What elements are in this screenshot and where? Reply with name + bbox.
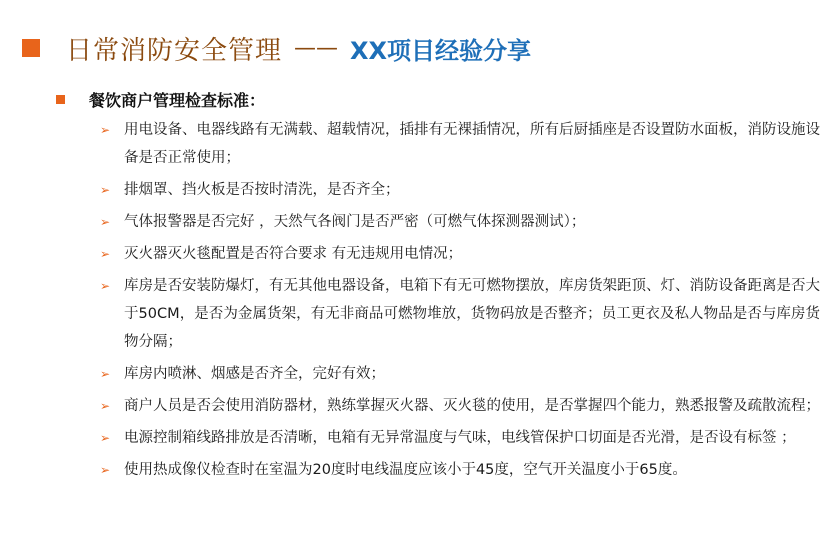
arrow-right-icon: ➢ — [100, 123, 111, 137]
checklist-item-text: 气体报警器是否完好 ，天然气各阀门是否严密（可燃气体探测器测试）； — [124, 214, 586, 230]
orange-square-icon — [22, 39, 40, 57]
checklist-item — [100, 392, 820, 420]
arrow-right-icon: ➢ — [100, 279, 111, 293]
arrow-right-icon: ➢ — [100, 431, 111, 445]
checklist — [100, 116, 820, 488]
checklist-item-text: 排烟罩、挡火板是否按时清洗，是否齐全； — [124, 182, 400, 198]
checklist-item-text: 使用热成像仪检查时在室温为20度时电线温度应该小于45度，空气开关温度小于65度。 — [124, 462, 687, 478]
section-heading: 餐饮商户管理检查标准： — [89, 91, 266, 110]
checklist-item — [100, 208, 820, 236]
arrow-right-icon: ➢ — [100, 399, 111, 413]
arrow-right-icon: ➢ — [100, 183, 111, 197]
checklist-item-text: 库房是否安装防爆灯，有无其他电器设备，电箱下有无可燃物摆放，库房货架距顶、灯、消防设备距离是否大于50CM，是否为金属货架，有无非商品可燃物堆放，货物码放是否整齐；员工更衣及私人物品是否与库房货物分隔； — [124, 278, 820, 350]
checklist-item — [100, 424, 820, 452]
orange-square-icon — [56, 95, 65, 104]
title-separator: —— — [294, 35, 339, 61]
checklist-item-text: 商户人员是否会使用消防器材，熟练掌握灭火器、灭火毯的使用，是否掌握四个能力，熟悉报警及疏散流程； — [124, 398, 820, 414]
checklist-item — [100, 272, 820, 356]
checklist-item — [100, 240, 820, 268]
checklist-item — [100, 176, 820, 204]
checklist-item — [100, 456, 820, 484]
arrow-right-icon: ➢ — [100, 247, 111, 261]
slide-header — [22, 26, 531, 70]
arrow-right-icon: ➢ — [100, 215, 111, 229]
checklist-item-text: 灭火器灭火毯配置是否符合要求 有无违规用电情况； — [124, 246, 463, 262]
checklist-item — [100, 116, 820, 172]
section-heading-row — [56, 88, 265, 111]
checklist-item — [100, 360, 820, 388]
checklist-item-text: 库房内喷淋、烟感是否齐全，完好有效； — [124, 366, 385, 382]
slide-title: 日常消防安全管理 — [66, 35, 283, 66]
checklist-item-text: 电源控制箱线路排放是否清晰，电箱有无异常温度与气味，电线管保护口切面是否光滑，是否设有标签 ； — [124, 430, 796, 446]
slide-subtitle: XX项目经验分享 — [350, 36, 532, 65]
arrow-right-icon: ➢ — [100, 367, 111, 381]
checklist-item-text: 用电设备、电器线路有无满载、超载情况，插排有无裸插情况，所有后厨插座是否设置防水面板，消防设施设备是否正常使用； — [124, 122, 820, 166]
arrow-right-icon: ➢ — [100, 463, 111, 477]
